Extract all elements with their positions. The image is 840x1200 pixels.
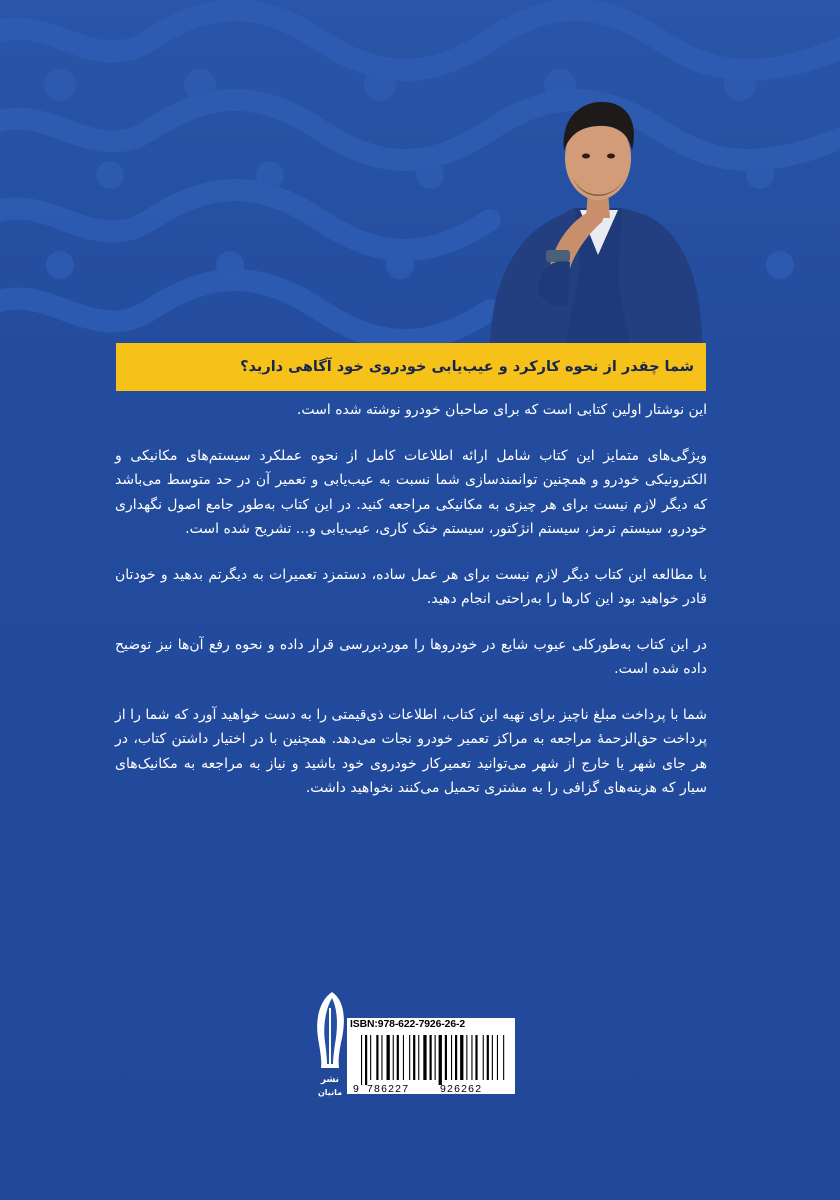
barcode-bar (483, 1035, 484, 1080)
description-paragraph: این نوشتار اولین کتابی است که برای صاحبان خودرو نوشته شده است. (296, 402, 707, 418)
barcode-bar (423, 1035, 426, 1080)
barcode-bar (487, 1035, 489, 1080)
barcode-bar (376, 1035, 378, 1080)
barcode-bar (365, 1035, 367, 1085)
barcode-bar (451, 1035, 452, 1080)
barcode-bar (435, 1035, 436, 1080)
description-paragraph: ویژگی‌های متمایز این کتاب شامل ارائه اطلاعات کامل از نحوه عملکرد سیستم‌های مکانیکی و الکترونیکی خودرو و همچنین توانمندسازی شما نسبت به عیب‌یابی و تعمیر آن در حد متوسط می‌باشد که دیگر لازم نیست برای هر چیزی به مکانیکی مراجعه کنید. در این کتاب به‌طور جامع اصول نگهداری خودرو، سیستم ترمز، سیستم انژکتور، سیستم خنک کاری، عیب‌یابی و... تشریح شده است. (115, 447, 707, 537)
book-description (115, 398, 707, 822)
tagline-text: شما چقدر از نحوه کارکرد و عیب‌یابی خودروی خود آگاهی دارید؟ (240, 359, 694, 375)
publisher-line-2: مانیان (317, 1088, 343, 1097)
tagline-banner (116, 343, 706, 391)
isbn-barcode (347, 1018, 515, 1094)
barcode-bar (409, 1035, 410, 1080)
barcode-bar (397, 1035, 399, 1080)
publisher-line-1: نشر (320, 1075, 340, 1085)
barcode-bar (381, 1035, 382, 1080)
barcode-bar (387, 1035, 390, 1080)
barcode-bar (475, 1035, 477, 1080)
barcode-group-2: 926262 (440, 1083, 483, 1094)
description-paragraph: در این کتاب به‌طورکلی عیوب شایع در خودروها را موردبررسی قرار داده و نحوه رفع آن‌ها نیز توضیح داده شده است. (115, 636, 707, 677)
quill-pen-logo (308, 988, 352, 1100)
description-paragraph: شما با پرداخت مبلغ ناچیز برای تهیه این کتاب، اطلاعات ذی‌قیمتی را به دست خواهید آورد که شما را از پرداخت حق‌الزحمهٔ مراجعه به مراکز تعمیر خودرو نجات می‌دهد. همچنین با در اختیار داشتن کتاب، در هر جای شهر یا خارج از شهر می‌توانید تعمیرکار خودروی خود باشید و نیاز به مراجعه به مکانیک‌های سیار که هزینه‌های گزافی را به مشتری تحمیل می‌کنند نخواهید داشت. (115, 706, 707, 796)
barcode-bar (439, 1035, 442, 1085)
barcode-bar (492, 1035, 493, 1080)
barcode-icon (347, 1034, 515, 1094)
barcode-bar (393, 1035, 394, 1080)
isbn-label: ISBN:978-622-7926-26-2 (350, 1019, 466, 1030)
barcode-bar (497, 1035, 498, 1080)
barcode-bar (471, 1035, 472, 1080)
barcode-bar (413, 1035, 415, 1080)
barcode-lead-digit: 9 (353, 1083, 359, 1094)
decorative-pattern (0, 0, 840, 360)
author-photo (480, 90, 710, 346)
barcode-bar (466, 1035, 467, 1080)
barcode-bar (361, 1035, 362, 1085)
barcode-bar (370, 1035, 371, 1080)
barcode-bar (445, 1035, 447, 1080)
barcode-bar (455, 1035, 457, 1080)
barcode-bar (418, 1035, 419, 1080)
barcode-bar (403, 1035, 404, 1080)
barcode-bar (460, 1035, 463, 1080)
barcode-bar (430, 1035, 432, 1080)
barcode-group-1: 786227 (367, 1083, 410, 1094)
barcode-bar (503, 1035, 504, 1080)
description-paragraph: با مطالعه این کتاب دیگر لازم نیست برای هر عمل ساده، دستمزد تعمیرات به دیگرتم بدهید و خودتان قادر خواهید بود این کارها را به‌راحتی انجام دهید. (115, 566, 707, 607)
